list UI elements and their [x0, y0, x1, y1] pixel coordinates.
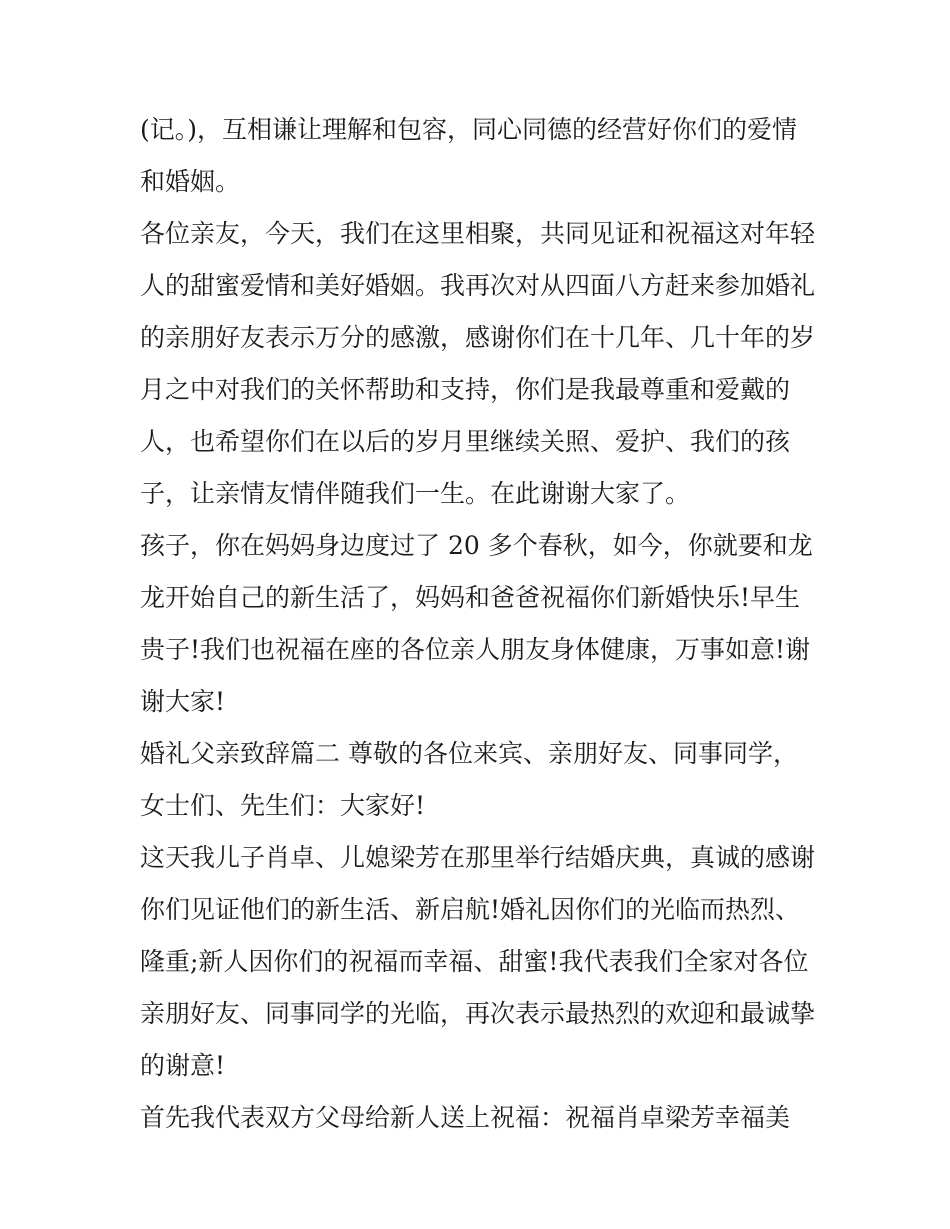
text-line: 女士们、先生们：大家好!: [140, 791, 426, 820]
text-line: 和婚姻。: [140, 167, 241, 196]
text-line: 贵子!我们也祝福在座的各位亲人朋友身体健康，万事如意!谢: [140, 635, 811, 664]
text-line: 子，让亲情友情伴随我们一生。在此谢谢大家了。: [140, 479, 691, 508]
text-line: 孩子，你在妈妈身边度过了 20 多个春秋，如今，你就要和龙: [140, 531, 813, 560]
text-line: (记。)，互相谦让理解和包容，同心同德的经营好你们的爱情: [140, 115, 798, 144]
section-heading-line: 婚礼父亲致辞篇二 尊敬的各位来宾、亲朋好友、同事同学，: [140, 739, 798, 768]
text-line: 的谢意!: [140, 1051, 226, 1080]
text-line: 月之中对我们的关怀帮助和支持，你们是我最尊重和爱戴的: [140, 375, 791, 404]
text-line: 首先我代表双方父母给新人送上祝福：祝福肖卓梁芳幸福美: [140, 1103, 791, 1132]
text-line: 谢大家!: [140, 687, 226, 716]
text-line: 人的甜蜜爱情和美好婚姻。我再次对从四面八方赶来参加婚礼: [140, 271, 816, 300]
text-line: 龙开始自己的新生活了，妈妈和爸爸祝福你们新婚快乐!早生: [140, 583, 801, 612]
text-line: 这天我儿子肖卓、儿媳梁芳在那里举行结婚庆典，真诚的感谢: [140, 843, 816, 872]
document-body: [140, 104, 820, 1144]
text-line: 你们见证他们的新生活、新启航!婚礼因你们的光临而热烈、: [140, 895, 801, 924]
text-line: 的亲朋好友表示万分的感激，感谢你们在十几年、几十年的岁: [140, 323, 816, 352]
text-line: 人，也希望你们在以后的岁月里继续关照、爱护、我们的孩: [140, 427, 791, 456]
text-line: 各位亲友，今天，我们在这里相聚，共同见证和祝福这对年轻: [140, 219, 816, 248]
text-line: 亲朋好友、同事同学的光临，再次表示最热烈的欢迎和最诚挚: [140, 999, 816, 1028]
text-line: 隆重;新人因你们的祝福而幸福、甜蜜!我代表我们全家对各位: [140, 947, 809, 976]
